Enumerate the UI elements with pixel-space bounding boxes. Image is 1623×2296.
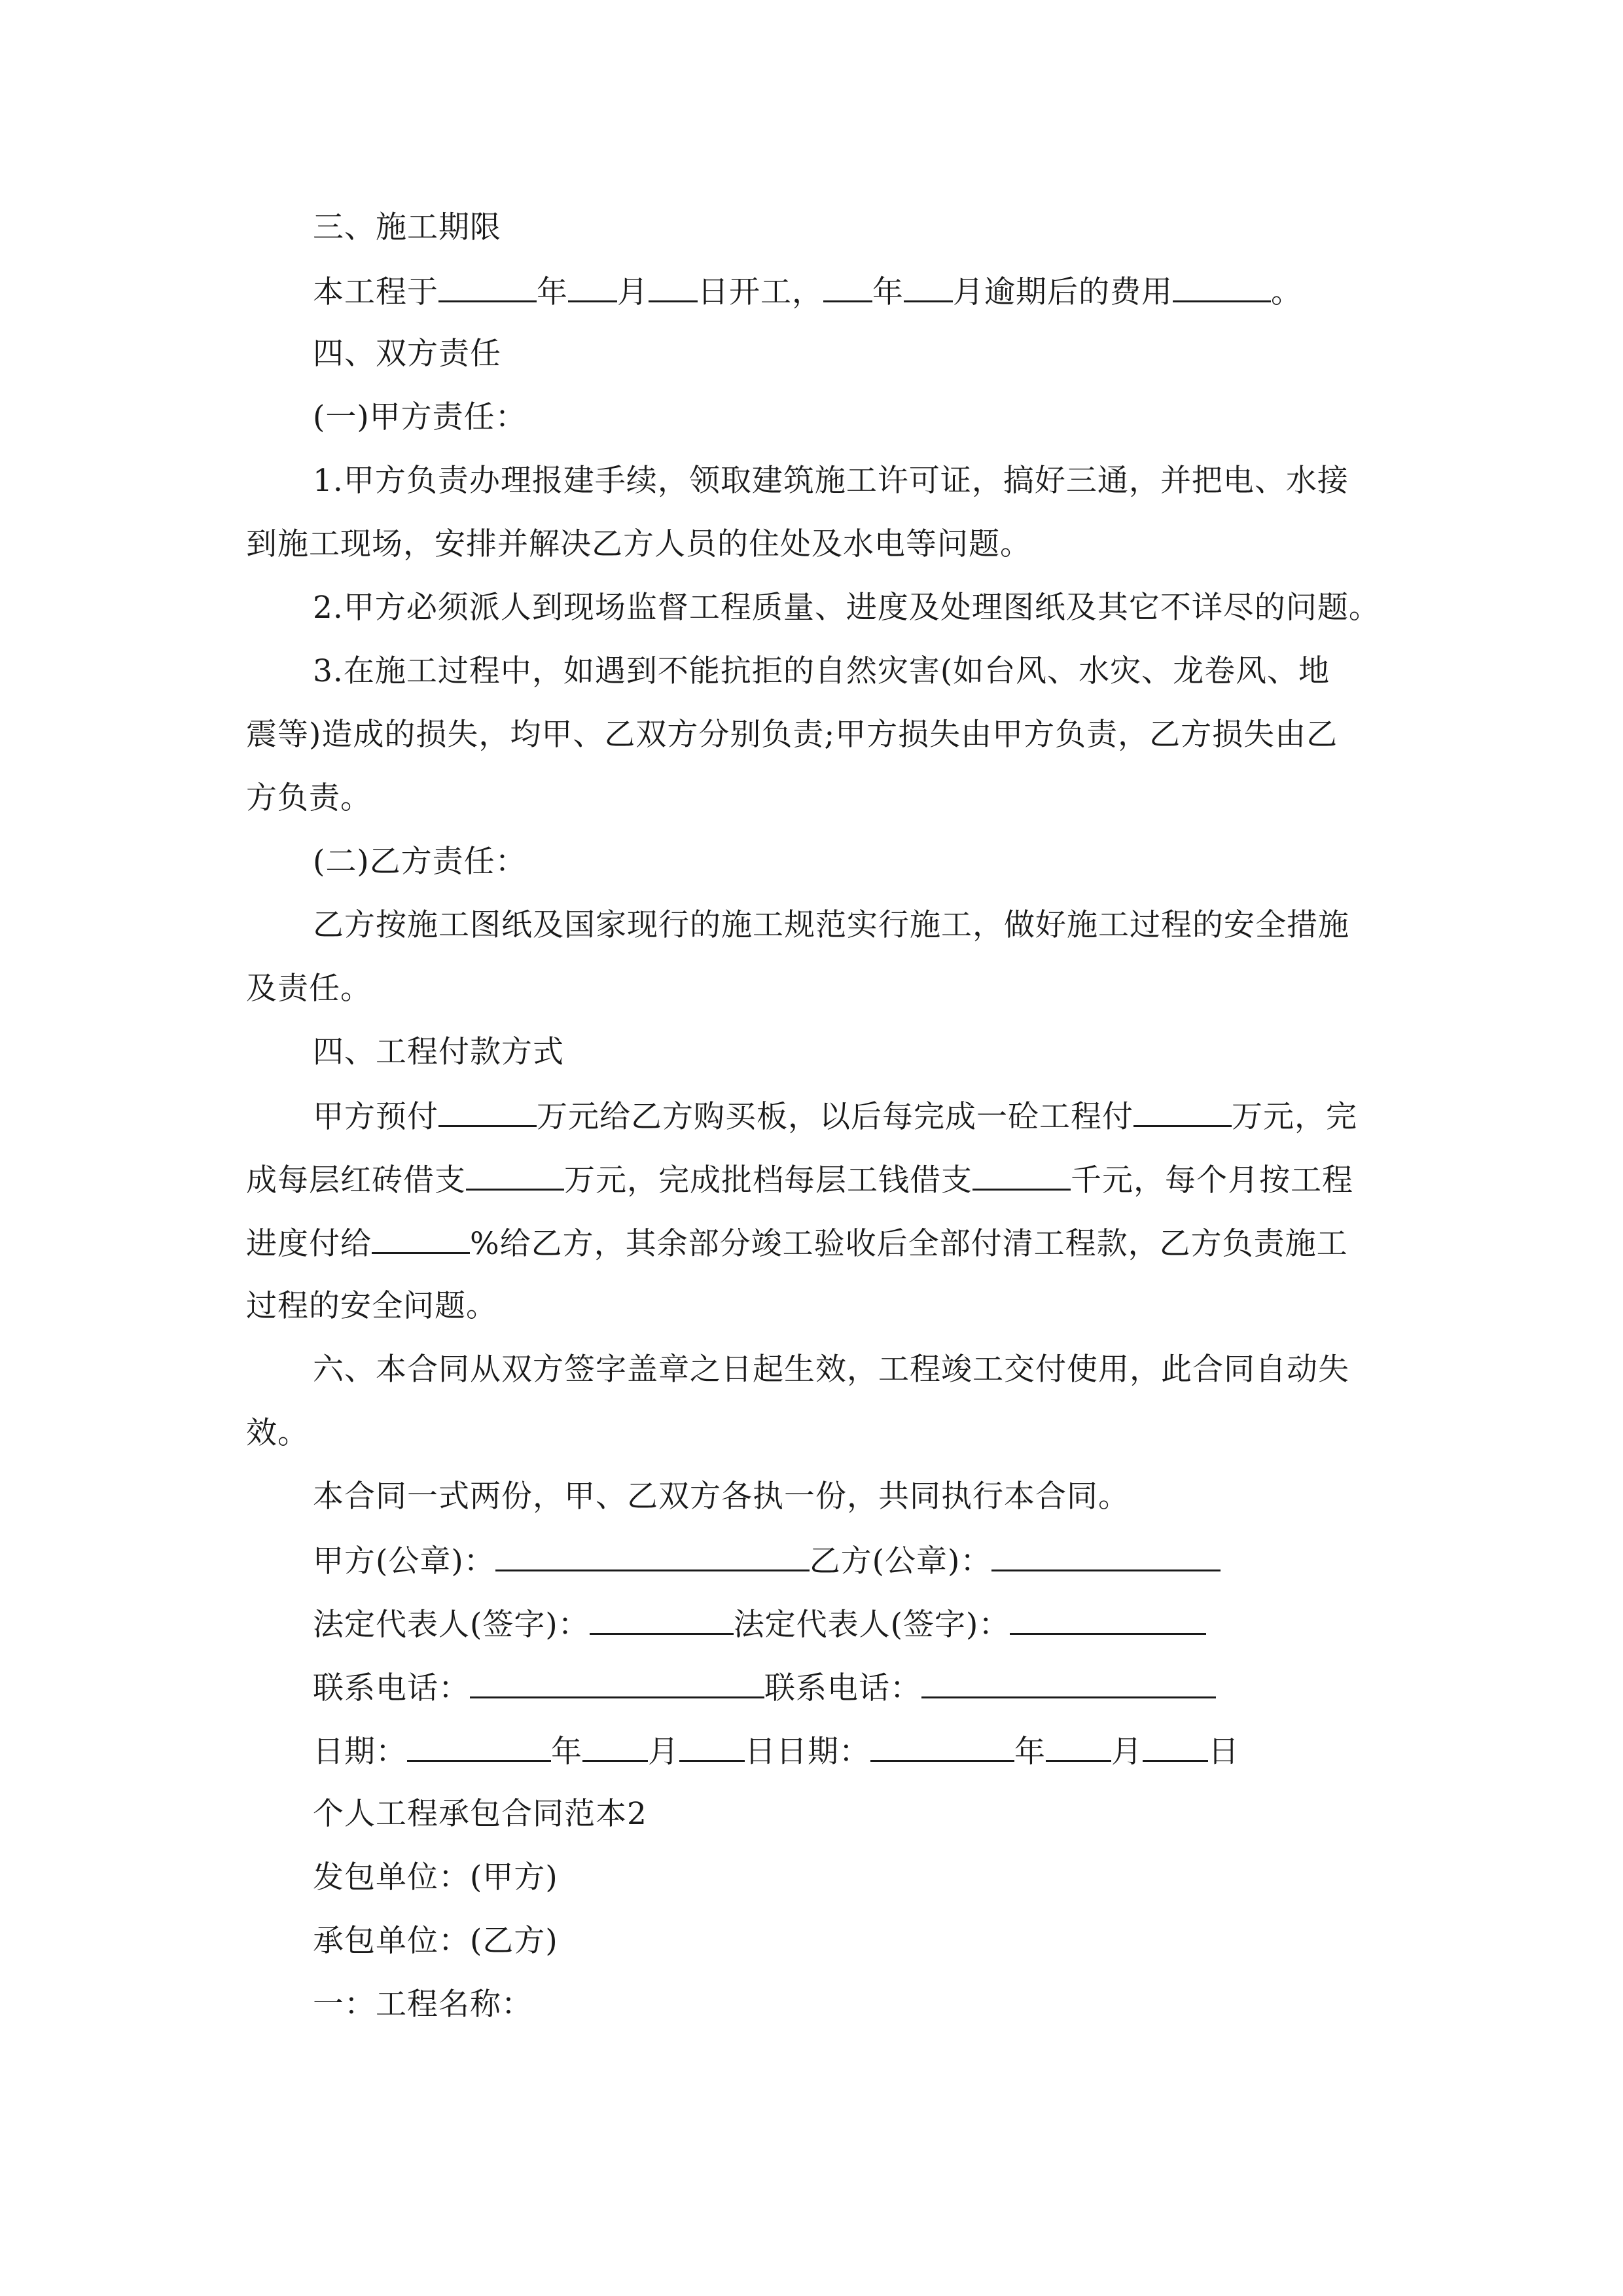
labor-advance-blank[interactable] bbox=[972, 1160, 1071, 1191]
seal-line: 甲方(公章)： 乙方(公章)： bbox=[313, 1541, 1221, 1581]
brick-advance-blank[interactable] bbox=[466, 1160, 564, 1191]
party-b-year-blank[interactable] bbox=[870, 1731, 1014, 1762]
start-month-blank[interactable] bbox=[568, 272, 617, 302]
party-b-phone-blank[interactable] bbox=[921, 1668, 1216, 1698]
section-6-line-1: 六、本合同从双方签字盖章之日起生效，工程竣工交付使用，此合同自动失 bbox=[313, 1352, 1349, 1388]
legal-rep-line: 法定代表人(签字)： 法定代表人(签字)： bbox=[313, 1604, 1206, 1645]
section-4-title: 四、双方责任 bbox=[313, 336, 501, 372]
party-b-month-blank[interactable] bbox=[1046, 1731, 1111, 1762]
payment-line-1: 甲方预付 万元给乙方购买板，以后每完成一砼工程付 万元，完 bbox=[313, 1096, 1357, 1137]
payment-line-4: 过程的安全问题。 bbox=[246, 1288, 497, 1324]
party-a-item-3-line-1: 3.在施工过程中，如遇到不能抗拒的自然灾害(如台风、水灾、龙卷风、地 bbox=[313, 653, 1330, 689]
phone-line: 联系电话： 联系电话： bbox=[313, 1668, 1216, 1708]
end-year-blank[interactable] bbox=[823, 272, 872, 302]
copies-clause: 本合同一式两份，甲、乙双方各执一份，共同执行本合同。 bbox=[313, 1479, 1130, 1515]
party-a-item-3-line-3: 方负责。 bbox=[246, 780, 372, 816]
overdue-fee-blank[interactable] bbox=[1173, 272, 1271, 302]
section-3-title: 三、施工期限 bbox=[313, 209, 501, 245]
contract-2-title: 个人工程承包合同范本2 bbox=[313, 1796, 647, 1832]
party-a-item-2: 2.甲方必须派人到现场监督工程质量、进度及处理图纸及其它不详尽的问题。 bbox=[313, 590, 1380, 626]
section-6-line-2: 效。 bbox=[246, 1415, 309, 1451]
start-day-blank[interactable] bbox=[649, 272, 698, 302]
payment-line-2: 成每层红砖借支 万元，完成批档每层工钱借支 千元，每个月按工程 bbox=[246, 1160, 1353, 1200]
issuer-unit: 发包单位：(甲方) bbox=[313, 1859, 558, 1895]
party-b-duties-line-2: 及责任。 bbox=[246, 971, 372, 1007]
party-a-duties-title: (一)甲方责任： bbox=[313, 399, 527, 435]
concrete-payment-blank[interactable] bbox=[1133, 1096, 1232, 1127]
party-b-duties-line-1: 乙方按施工图纸及国家现行的施工规范实行施工，做好施工过程的安全措施 bbox=[313, 907, 1349, 943]
monthly-percent-blank[interactable] bbox=[372, 1223, 470, 1254]
payment-section-title: 四、工程付款方式 bbox=[313, 1034, 564, 1070]
party-a-item-1-line-1: 1.甲方负责办理报建手续，领取建筑施工许可证，搞好三通，并把电、水接 bbox=[313, 463, 1349, 499]
party-b-rep-blank[interactable] bbox=[1010, 1604, 1206, 1635]
party-b-duties-title: (二)乙方责任： bbox=[313, 844, 527, 880]
prepay-amount-blank[interactable] bbox=[438, 1096, 537, 1127]
date-line: 日期： 年 月 日日期： 年 月 日 bbox=[313, 1731, 1240, 1772]
project-name-item: 一：工程名称： bbox=[313, 1986, 533, 2022]
party-a-item-3-line-2: 震等)造成的损失，均甲、乙双方分别负责;甲方损失由甲方负责，乙方损失由乙 bbox=[246, 717, 1338, 753]
contractor-unit: 承包单位：(乙方) bbox=[313, 1923, 558, 1959]
party-a-seal-blank[interactable] bbox=[495, 1541, 810, 1571]
start-year-blank[interactable] bbox=[438, 272, 537, 302]
end-month-blank[interactable] bbox=[904, 272, 953, 302]
section-3-body: 本工程于 年 月 日开工， 年 月逾期后的费用 。 bbox=[313, 272, 1302, 312]
party-a-day-blank[interactable] bbox=[679, 1731, 745, 1762]
party-b-seal-blank[interactable] bbox=[991, 1541, 1221, 1571]
party-a-item-1-line-2: 到施工现场，安排并解决乙方人员的住处及水电等问题。 bbox=[246, 526, 1031, 562]
party-a-year-blank[interactable] bbox=[407, 1731, 551, 1762]
party-b-day-blank[interactable] bbox=[1143, 1731, 1208, 1762]
party-a-month-blank[interactable] bbox=[582, 1731, 648, 1762]
payment-line-3: 进度付给 %给乙方，其余部分竣工验收后全部付清工程款，乙方负责施工 bbox=[246, 1223, 1348, 1264]
party-a-rep-blank[interactable] bbox=[590, 1604, 734, 1635]
party-a-phone-blank[interactable] bbox=[470, 1668, 764, 1698]
